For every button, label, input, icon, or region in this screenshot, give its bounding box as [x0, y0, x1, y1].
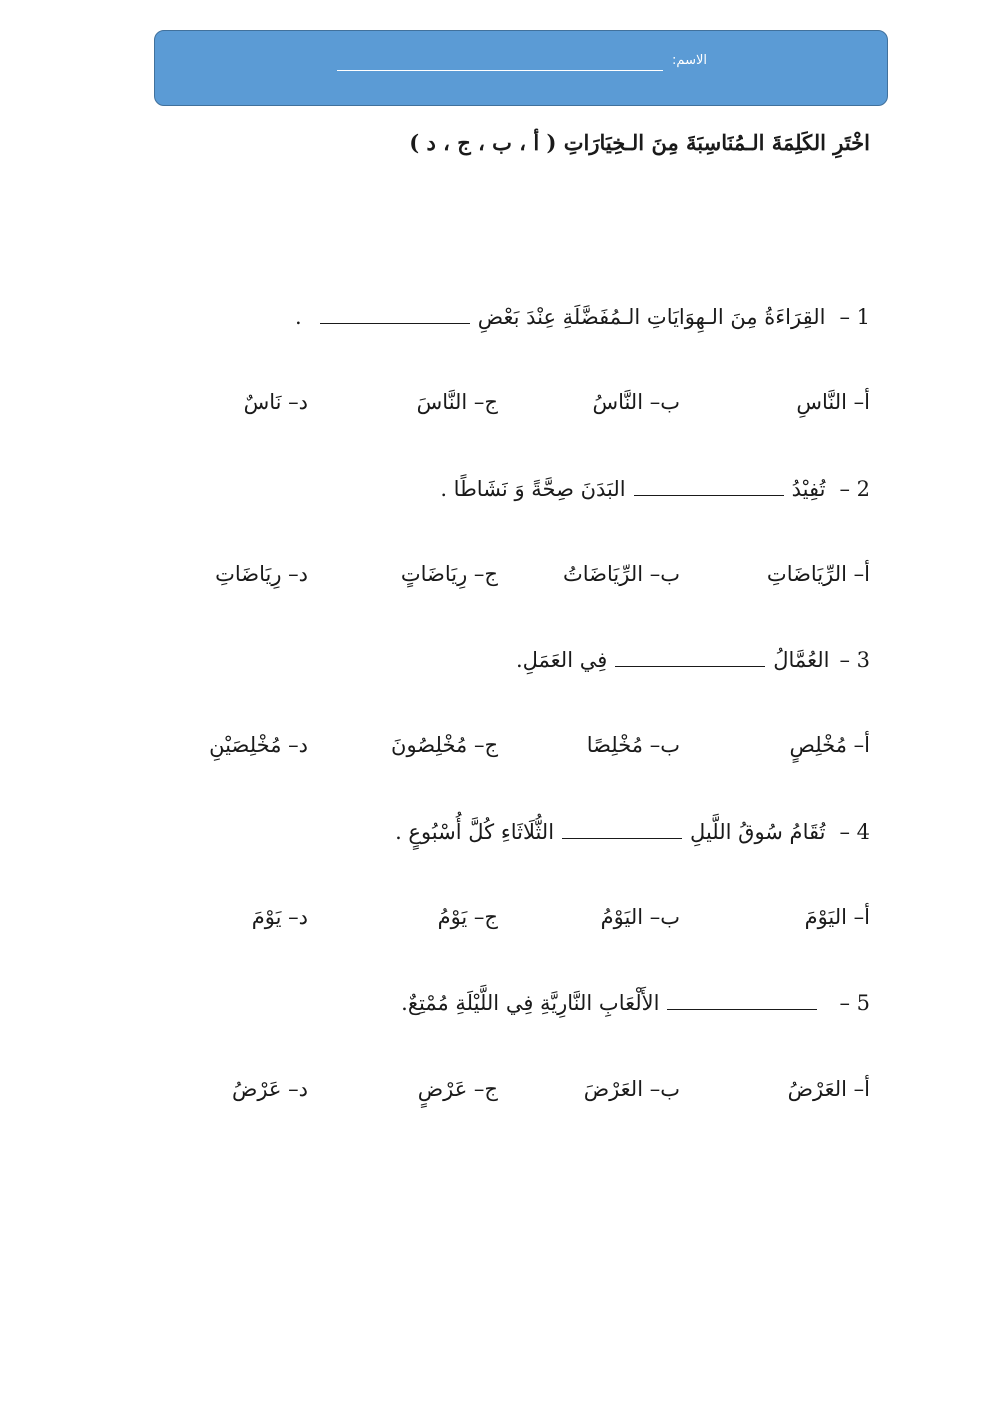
question-text-before: تُفِيْدُ [791, 477, 826, 501]
question-number: 4 – [839, 820, 870, 844]
option-b[interactable]: ب– الرِّيَاضَاتُ [562, 562, 680, 586]
answer-blank[interactable] [320, 322, 470, 324]
option-b[interactable]: ب– مُخْلِصًا [586, 733, 680, 757]
option-d[interactable]: د– نَاسٌ [243, 390, 308, 414]
question-number: 5 – [839, 991, 870, 1015]
option-c[interactable]: ج– النَّاسَ [416, 390, 498, 414]
option-d[interactable]: د– عَرْضُ [231, 1077, 308, 1101]
question-text-after: الأَلْعَابِ النَّارِيَّةِ فِي اللَّيْلَةِ مُمْتِعٌ. [401, 991, 660, 1015]
name-field[interactable] [337, 70, 663, 71]
question-text-after: فِي العَمَلِ. [515, 648, 608, 672]
question-number: 2 – [839, 477, 870, 501]
question-text-after: البَدَنَ صِحَّةً وَ نَشَاطًا . [440, 477, 626, 501]
question-4 [395, 820, 870, 844]
answer-blank[interactable] [562, 837, 682, 839]
question-text-before: القِرَاءَةُ مِنَ الـهِوَايَاتِ الـمُفَضَّلَةِ عِنْدَ بَعْضِ [477, 305, 826, 329]
name-label: الاسم: [672, 53, 707, 68]
option-a[interactable]: أ– الرِّيَاضَاتِ [766, 562, 870, 586]
question-number: 1 – [839, 305, 870, 329]
option-b[interactable]: ب– النَّاسُ [592, 390, 680, 414]
question-text-before: تُقَامُ سُوقُ اللَّيلِ [690, 820, 826, 844]
option-b[interactable]: ب– اليَوْمُ [600, 905, 680, 929]
question-5 [401, 991, 870, 1015]
option-c[interactable]: ج– يَوْمُ [437, 905, 498, 929]
option-a[interactable]: أ– مُخْلِصٍ [789, 733, 870, 757]
instruction-heading: اخْتَرِ الكَلِمَةَ الـمُنَاسِبَةَ مِنَ الـخِيَارَاتِ ( أ ، ب ، ج ، د ) [409, 130, 870, 155]
option-d[interactable]: د– يَوْمَ [251, 905, 308, 929]
option-d[interactable]: د– رِيَاضَاتِ [215, 562, 308, 586]
question-text-before: العُمَّالُ [773, 648, 830, 672]
answer-blank[interactable] [634, 494, 784, 496]
answer-blank[interactable] [667, 1008, 817, 1010]
question-3 [516, 648, 870, 672]
answer-blank[interactable] [615, 665, 765, 667]
option-d[interactable]: د– مُخْلِصَيْنِ [209, 733, 308, 757]
question-number: 3 – [839, 648, 870, 672]
option-c[interactable]: ج– مُخْلِصُونَ [391, 733, 498, 757]
option-c[interactable]: ج– رِيَاضَاتٍ [400, 562, 498, 586]
question-text-after: الثُّلَاثَاءِ كُلَّ أُسْبُوعٍ . [395, 820, 555, 844]
question-1 [295, 305, 870, 329]
option-b[interactable]: ب– العَرْضَ [583, 1077, 680, 1101]
question-text-after: . [295, 305, 302, 329]
name-header-box [154, 30, 888, 106]
option-c[interactable]: ج– عَرْضٍ [417, 1077, 498, 1101]
question-2 [440, 477, 870, 501]
option-a[interactable]: أ– العَرْضُ [787, 1077, 870, 1101]
option-a[interactable]: أ– النَّاسِ [796, 390, 870, 414]
option-a[interactable]: أ– اليَوْمَ [804, 905, 870, 929]
